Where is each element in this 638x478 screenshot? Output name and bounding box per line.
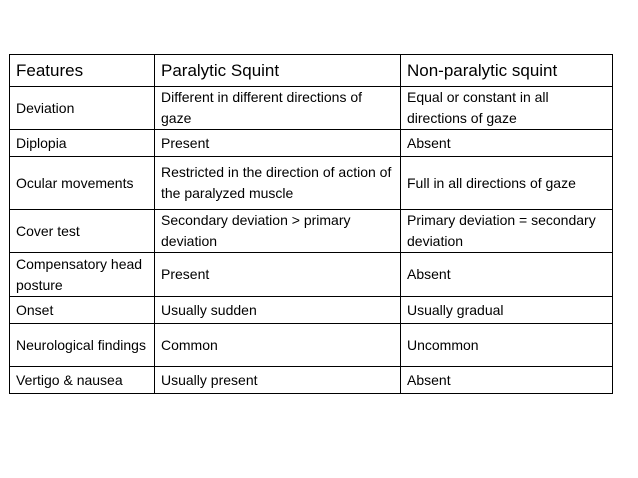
non-paralytic-cell: Absent: [401, 130, 613, 157]
non-paralytic-cell: Uncommon: [401, 324, 613, 367]
paralytic-cell: Secondary deviation > primary deviation: [155, 210, 401, 253]
non-paralytic-cell: Equal or constant in all directions of gaze: [401, 87, 613, 130]
table-row: [10, 297, 613, 324]
feature-cell: Diplopia: [10, 130, 155, 157]
paralytic-cell: Usually sudden: [155, 297, 401, 324]
table-row: [10, 87, 613, 130]
header-features: Features: [10, 55, 155, 87]
paralytic-cell: Restricted in the direction of action of the paralyzed muscle: [155, 157, 401, 210]
non-paralytic-cell: Absent: [401, 253, 613, 297]
table-row: [10, 157, 613, 210]
table-row: [10, 253, 613, 297]
feature-cell: Vertigo & nausea: [10, 367, 155, 394]
table-row: [10, 130, 613, 157]
table-row: [10, 324, 613, 367]
paralytic-cell: Usually present: [155, 367, 401, 394]
non-paralytic-cell: Usually gradual: [401, 297, 613, 324]
table-row: [10, 367, 613, 394]
non-paralytic-cell: Full in all directions of gaze: [401, 157, 613, 210]
feature-cell: Cover test: [10, 210, 155, 253]
feature-cell: Ocular movements: [10, 157, 155, 210]
header-paralytic-squint: Paralytic Squint: [155, 55, 401, 87]
table-header-row: [10, 55, 613, 87]
non-paralytic-cell: Absent: [401, 367, 613, 394]
feature-cell: Deviation: [10, 87, 155, 130]
paralytic-cell: Present: [155, 130, 401, 157]
feature-cell: Neurological findings: [10, 324, 155, 367]
paralytic-cell: Different in different directions of gaze: [155, 87, 401, 130]
paralytic-cell: Common: [155, 324, 401, 367]
table-row: [10, 210, 613, 253]
feature-cell: Compensatory head posture: [10, 253, 155, 297]
comparison-table: [9, 54, 613, 394]
header-non-paralytic-squint: Non-paralytic squint: [401, 55, 613, 87]
non-paralytic-cell: Primary deviation = secondary deviation: [401, 210, 613, 253]
feature-cell: Onset: [10, 297, 155, 324]
paralytic-cell: Present: [155, 253, 401, 297]
